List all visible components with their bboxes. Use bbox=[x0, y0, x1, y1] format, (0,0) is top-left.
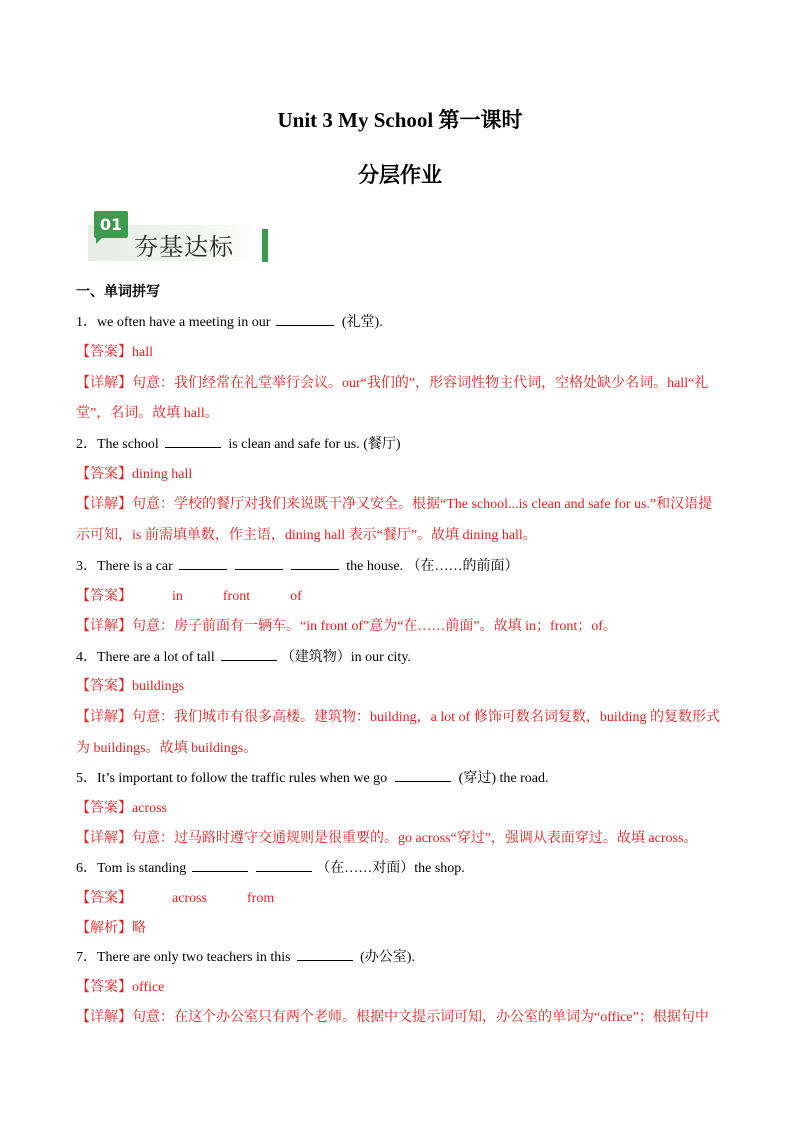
answer-text: hall bbox=[132, 345, 153, 360]
answer-tag: 【答案】 bbox=[76, 980, 132, 995]
answer-tag: 【答案】 bbox=[76, 679, 132, 694]
detail-2-line-1 bbox=[76, 493, 712, 513]
question-4 bbox=[76, 646, 411, 666]
banner-number-badge: 01 bbox=[94, 211, 128, 238]
answer-text: across bbox=[172, 891, 207, 906]
answer-text: office bbox=[132, 980, 165, 995]
answer-3 bbox=[76, 585, 302, 605]
answer-text: in bbox=[172, 589, 183, 604]
answer-text: from bbox=[247, 891, 275, 906]
question-hint: the house. （在……的前面） bbox=[346, 559, 519, 574]
answer-tag: 【答案】 bbox=[76, 589, 132, 604]
answer-blank bbox=[256, 857, 312, 872]
detail-7-line-1 bbox=[76, 1006, 709, 1026]
question-hint: is clean and safe for us. (餐厅) bbox=[228, 437, 401, 452]
question-text: 2．The school bbox=[76, 437, 159, 452]
detail-text: 句意：过马路时遵守交通规则是很重要的。go across“穿过”，强调从表面穿过。故填 across。 bbox=[132, 831, 698, 846]
answer-1 bbox=[76, 341, 153, 361]
answer-blank bbox=[179, 555, 227, 570]
answer-text: front bbox=[222, 589, 251, 604]
detail-tag: 【解析】 bbox=[76, 921, 132, 936]
detail-tag: 【详解】 bbox=[76, 1010, 132, 1025]
question-1 bbox=[76, 311, 383, 331]
question-hint: (办公室). bbox=[360, 950, 415, 965]
detail-tag: 【详解】 bbox=[76, 831, 132, 846]
question-hint: （建筑物）in our city. bbox=[280, 650, 411, 665]
detail-4-line-1 bbox=[76, 706, 720, 726]
answer-text: across bbox=[132, 801, 167, 816]
section-banner bbox=[86, 211, 276, 263]
detail-tag: 【详解】 bbox=[76, 497, 132, 512]
question-text: 4．There are a lot of tall bbox=[76, 650, 215, 665]
page-subtitle: 分层作业 bbox=[358, 163, 442, 187]
answer-blank bbox=[395, 767, 451, 782]
answer-4 bbox=[76, 675, 184, 695]
banner-label: 夯基达标 bbox=[134, 233, 234, 261]
answer-blank bbox=[235, 555, 283, 570]
answer-tag: 【答案】 bbox=[76, 467, 132, 482]
question-5 bbox=[76, 767, 548, 787]
page-title: Unit 3 My School 第一课时 bbox=[277, 108, 523, 132]
question-text: 1．we often have a meeting in our bbox=[76, 315, 271, 330]
answer-blank bbox=[291, 555, 339, 570]
answer-tag: 【答案】 bbox=[76, 801, 132, 816]
question-text: 7．There are only two teachers in this bbox=[76, 950, 291, 965]
question-6 bbox=[76, 857, 465, 877]
detail-6-line-1 bbox=[76, 917, 146, 937]
detail-2-line-2: 示可知，is 前需填单数，作主语，dining hall 表示“餐厅”。故填 dining hall。 bbox=[76, 528, 537, 543]
detail-tag: 【详解】 bbox=[76, 376, 132, 391]
question-hint: （在……对面）the shop. bbox=[316, 861, 465, 876]
detail-4-line-2: 为 buildings。故填 buildings。 bbox=[76, 741, 258, 756]
detail-tag: 【详解】 bbox=[76, 619, 132, 634]
section-heading: 一、单词拼写 bbox=[76, 284, 160, 300]
question-text: 6．Tom is standing bbox=[76, 861, 187, 876]
question-7 bbox=[76, 946, 415, 966]
answer-tag: 【答案】 bbox=[76, 345, 132, 360]
answer-6 bbox=[76, 887, 274, 907]
question-2 bbox=[76, 433, 401, 453]
answer-blank bbox=[221, 646, 277, 661]
detail-text: 句意：在这个办公室只有两个老师。根据中文提示词可知，办公室的单词为“office”；根据句中 bbox=[132, 1010, 709, 1025]
question-text: 5．It’s important to follow the traffic rules when we go bbox=[76, 771, 388, 786]
answer-blank bbox=[165, 433, 221, 448]
banner-badge-tail bbox=[96, 238, 102, 244]
answer-text: dining hall bbox=[132, 467, 193, 482]
answer-blank bbox=[192, 857, 248, 872]
answer-text: of bbox=[290, 589, 302, 604]
detail-1-line-2: 堂”，名词。故填 hall。 bbox=[76, 406, 219, 421]
detail-tag: 【详解】 bbox=[76, 710, 132, 725]
question-text: 3．There is a car bbox=[76, 559, 173, 574]
detail-5-line-1 bbox=[76, 827, 697, 847]
answer-7 bbox=[76, 976, 164, 996]
answer-blank bbox=[276, 311, 334, 326]
answer-5 bbox=[76, 797, 167, 817]
detail-3-line-1 bbox=[76, 615, 617, 635]
answer-blank bbox=[297, 946, 353, 961]
answer-2 bbox=[76, 463, 192, 483]
answer-text: buildings bbox=[132, 679, 185, 694]
detail-text: 句意：我们经常在礼堂举行会议。our“我们的”，形容词性物主代词，空格处缺少名词。hall“礼 bbox=[132, 376, 709, 391]
banner-accent-bar bbox=[262, 229, 268, 262]
detail-text: 句意：房子前面有一辆车。“in front of”意为“在……前面”。故填 in；front；of。 bbox=[132, 619, 617, 634]
question-hint: (穿过) the road. bbox=[458, 771, 549, 786]
detail-1-line-1 bbox=[76, 372, 708, 392]
question-3 bbox=[76, 555, 519, 575]
detail-text: 略 bbox=[132, 921, 146, 936]
question-hint: (礼堂). bbox=[341, 315, 383, 330]
answer-tag: 【答案】 bbox=[76, 891, 132, 906]
detail-text: 句意：学校的餐厅对我们来说既干净又安全。根据“The school...is clean and safe for us.”和汉语提 bbox=[132, 497, 713, 512]
detail-text: 句意：我们城市有很多高楼。建筑物：building，a lot of 修饰可数名词复数，building 的复数形式 bbox=[132, 710, 720, 725]
